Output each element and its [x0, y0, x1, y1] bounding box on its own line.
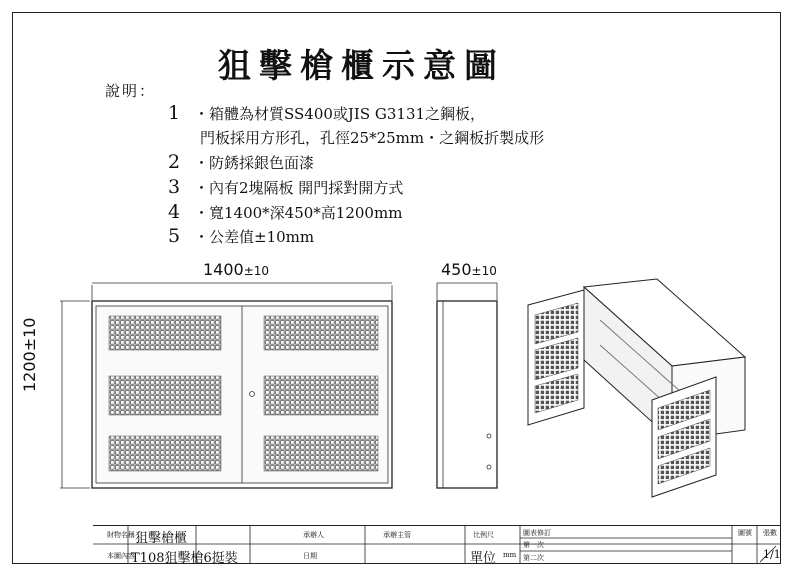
- page-label: 張數: [763, 529, 777, 537]
- note-number: 1: [168, 102, 181, 124]
- width-tolerance: ±10: [243, 264, 270, 278]
- checked-by-label: 承辦主管: [383, 531, 411, 539]
- page-title: 狙擊槍櫃示意圖: [218, 46, 505, 85]
- note-text: ・防銹採銀色面漆: [194, 154, 315, 172]
- depth-dimension-line: [437, 283, 497, 300]
- side-view: [437, 301, 497, 488]
- front-view: [92, 301, 392, 488]
- note-number: 4: [168, 201, 181, 223]
- note-1-continued: 門板採用方形孔，孔徑25*25mm・之鋼板折製成形: [200, 129, 545, 147]
- depth-tolerance: ±10: [471, 264, 497, 278]
- revision-row: 第一次: [523, 541, 544, 549]
- sheet-label: 圖號: [738, 529, 752, 537]
- note-text: ・公差值±10mm: [194, 228, 315, 246]
- width-dimension-line: [92, 283, 392, 300]
- height-dimension-line: [60, 301, 90, 488]
- explanation-label: 說明：: [105, 82, 157, 100]
- unit-value: mm: [503, 551, 517, 559]
- content-label: 本圖內容: [107, 552, 135, 560]
- note-number: 2: [168, 151, 181, 173]
- note-text: ・寬1400*深450*高1200mm: [194, 204, 403, 222]
- note-text: ・箱體為材質SS400或JIS G3131之鋼板，: [194, 105, 486, 123]
- isometric-view: [528, 279, 745, 497]
- asset-name-label: 財物名稱: [107, 531, 135, 539]
- height-dimension: 1200±10: [20, 317, 39, 392]
- asset-name-value: 狙擊槍櫃: [135, 531, 188, 546]
- depth-value: 450: [441, 260, 472, 279]
- revision-row: 第二次: [523, 554, 544, 562]
- content-value: T108狙擊槍6挺裝: [131, 551, 238, 566]
- width-value: 1400: [203, 260, 244, 279]
- note-text: ・內有2塊隔板 開門採對開方式: [194, 179, 404, 197]
- revision-label: 圖表修訂: [523, 529, 551, 537]
- scale-label: 比例尺: [473, 531, 494, 539]
- unit-label: 單位: [470, 551, 497, 566]
- note-number: 5: [168, 225, 181, 247]
- drawn-by-label: 承辦人: [303, 531, 324, 539]
- note-number: 3: [168, 176, 181, 198]
- page-value: 1/1: [763, 548, 781, 561]
- date-label: 日期: [303, 552, 317, 560]
- title-block: [93, 525, 781, 564]
